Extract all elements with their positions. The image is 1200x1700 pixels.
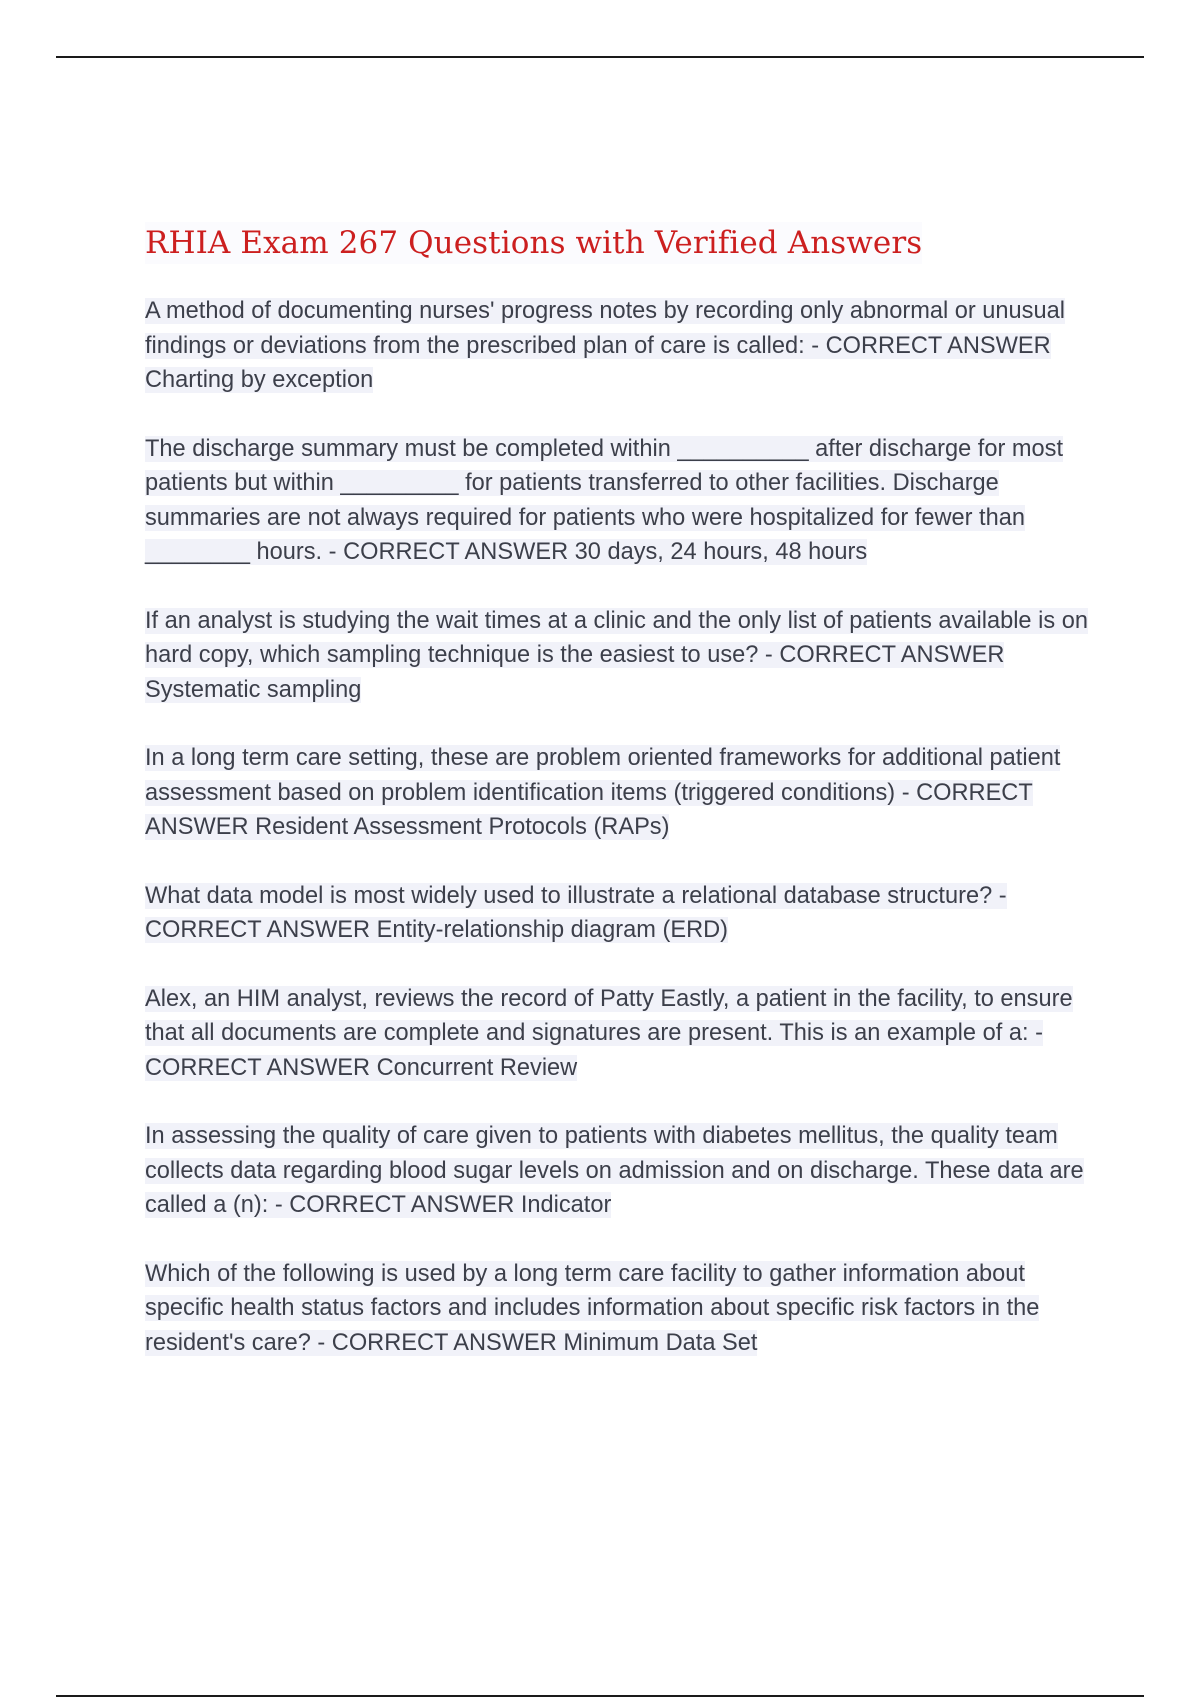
qa-item-6	[145, 982, 1090, 1086]
qa-text: If an analyst is studying the wait times at a clinic and the only list of patients available is on hard copy, which sampling technique is the easiest to use? - CORRECT ANSWER Systematic sampling	[145, 607, 1088, 703]
qa-text: In a long term care setting, these are problem oriented frameworks for additional patient assessment based on problem identification items (triggered conditions) - CORRECT ANSWER Resident Assessment Protocols (RAPs)	[145, 745, 1061, 840]
qa-text: Alex, an HIM analyst, reviews the record of Patty Eastly, a patient in the facility, to ensure that all documents are complete and signatures are present. This is an example of a: - CORRECT ANSWER Concurrent Review	[145, 985, 1073, 1081]
qa-item-2	[145, 432, 1090, 570]
qa-item-4	[145, 741, 1090, 845]
qa-item-3	[145, 604, 1090, 708]
qa-text: The discharge summary must be completed within __________ after discharge for most patients but within _________ for patients transferred to other facilities. Discharge summaries are not always required for patients who were hospitalized for fewer than ________ hours. - CORRECT ANSWER 30 days, 24 hours, 48 hours	[145, 435, 1064, 565]
qa-text: Which of the following is used by a long term care facility to gather information about specific health status factors and includes information about specific risk factors in the resident's care? - CORRECT ANSWER Minimum Data Set	[145, 1260, 1040, 1356]
qa-text: A method of documenting nurses' progress notes by recording only abnormal or unusual findings or deviations from the prescribed plan of care is called: - CORRECT ANSWER Charting by exception	[145, 298, 1065, 393]
qa-item-1	[145, 294, 1090, 398]
qa-item-7	[145, 1119, 1090, 1223]
qa-item-5	[145, 879, 1090, 948]
footer-rule	[56, 1695, 1144, 1697]
qa-text: In assessing the quality of care given to patients with diabetes mellitus, the quality team collects data regarding blood sugar levels on admission and on discharge. These data are called a (n): - CORRECT ANSWER Indicator	[145, 1123, 1084, 1218]
qa-text: What data model is most widely used to illustrate a relational database structure? - CORRECT ANSWER Entity-relationship diagram (ERD)	[145, 882, 1007, 943]
header-rule	[56, 56, 1144, 58]
document-title: RHIA Exam 267 Questions with Verified Answers	[145, 222, 922, 264]
qa-item-8	[145, 1257, 1090, 1361]
document-body	[145, 222, 1090, 1394]
